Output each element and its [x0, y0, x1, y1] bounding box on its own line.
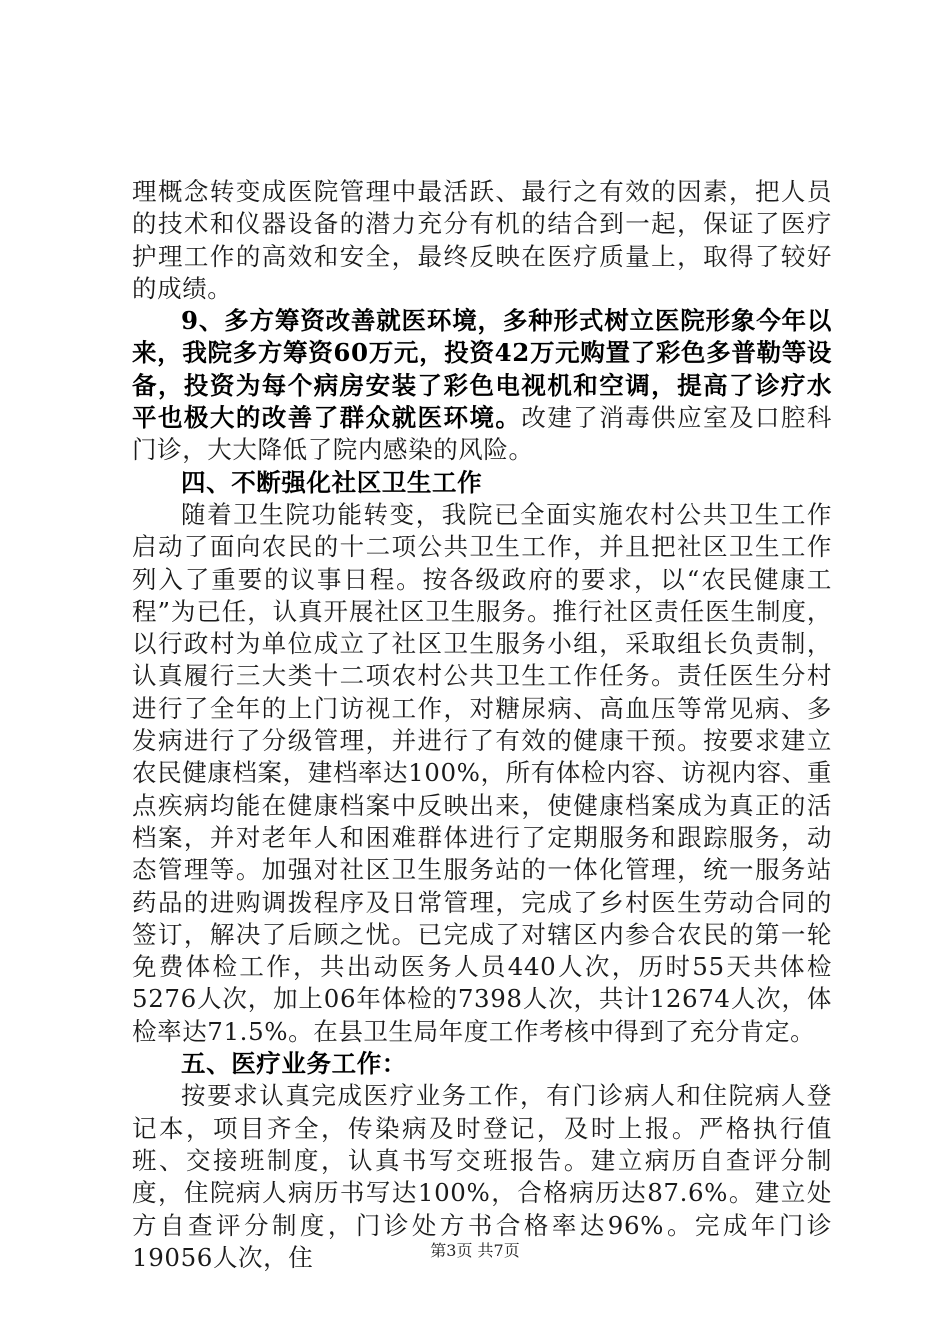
- paragraph-9-bold-text: 9、多方筹资改善就医环境，多种形式树立医院形象今年以来，我院多方筹资60万元，投资42万元购置了彩色多普勒等设备，投资为每个病房安装了彩色电视机和空调，提高了诊疗水平也极大的改善了群众就医环境。: [132, 306, 832, 433]
- paragraph-9-rest-text: 改建了消毒供应室及口腔科门诊，大大降低了院内感染的风险。: [132, 403, 833, 465]
- page-footer: 第3页 共7页: [430, 1241, 520, 1260]
- paragraph-section-5: 按要求认真完成医疗业务工作，有门诊病人和住院病人登记本，项目齐全，传染病及时登记，及时上报。严格执行值班、交接班制度，认真书写交班报告。建立病历自查评分制度，住院病人病历书写达100%，合格病历达87.6%。建立处方自查评分制度，门诊处方书合格率达96%。完成年门诊19056人次，住: [132, 1081, 832, 1272]
- document-body: [132, 176, 832, 1274]
- paragraph-section-4: 随着卫生院功能转变，我院已全面实施农村公共卫生工作启动了面向农民的十二项公共卫生工作，并且把社区卫生工作列入了重要的议事日程。按各级政府的要求，以“农民健康工程”为已任，认真开展社区卫生服务。推行社区责任医生制度，以行政村为单位成立了社区卫生服务小组，采取组长负责制，认真履行三大类十二项农村公共卫生工作任务。责任医生分村进行了全年的上门访视工作，对糖尿病、高血压等常见病、多发病进行了分级管理，并进行了有效的健康干预。按要求建立农民健康档案，建档率达100%，所有体检内容、访视内容、重点疾病均能在健康档案中反映出来，使健康档案成为真正的活档案，并对老年人和困难群体进行了定期服务和跟踪服务，动态管理等。加强对社区卫生服务站的一体化管理，统一服务站药品的进购调拨程序及日常管理，完成了乡村医生劳动合同的签订，解决了后顾之忧。已完成了对辖区内参合农民的第一轮免费体检工作，共出动医务人员440人次，历时55天共体检5276人次，加上06年体检的7398人次，共计12674人次，体检率达71.5%。在县卫生局年度工作考核中得到了充分肯定。: [132, 499, 832, 1046]
- paragraph-9: [132, 305, 832, 466]
- section-heading-5: 五、医疗业务工作：: [181, 1049, 407, 1079]
- paragraph-continuation: 理概念转变成医院管理中最活跃、最行之有效的因素，把人员的技术和仪器设备的潜力充分有机的结合到一起，保证了医疗护理工作的高效和安全，最终反映在医疗质量上，取得了较好的成绩。: [132, 177, 832, 303]
- section-heading-4: 四、不断强化社区卫生工作: [181, 467, 483, 497]
